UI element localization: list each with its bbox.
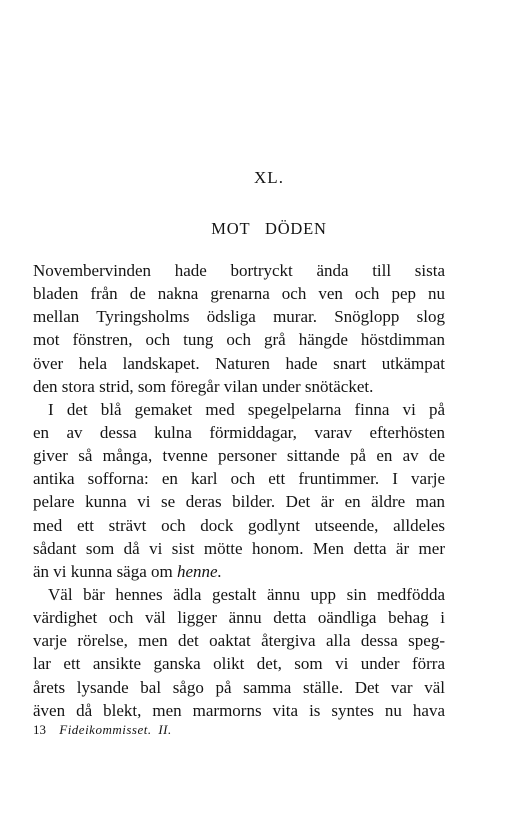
text-line: sådant som då vi sist mötte honom. Men detta är mer bbox=[33, 538, 445, 558]
text-line: antika sofforna: en karl och ett fruntimmer. I varje bbox=[33, 469, 445, 489]
page-footer bbox=[33, 722, 172, 738]
text-line: Novembervinden hade bortryckt ända till sista bbox=[33, 261, 445, 280]
text-line: även då blekt, men marmorns vita is syntes nu hava bbox=[33, 700, 445, 720]
signature-number: 13 bbox=[33, 722, 46, 737]
text-line: I det blå gemaket med spegelpelarna finna vi på bbox=[48, 399, 445, 419]
chapter-number: XL. bbox=[254, 168, 284, 187]
text-line: över hela landskapet. Naturen hade snart utkämpat bbox=[33, 353, 445, 373]
text-segment: än vi kunna säga om bbox=[33, 561, 177, 581]
text-line: den stora strid, som föregår vilan under snötäcket. bbox=[33, 376, 374, 396]
text-line: mot fönstren, och tung och grå hängde höstdimman bbox=[33, 330, 445, 350]
chapter-title: MOT DÖDEN bbox=[211, 219, 327, 238]
signature-title: Fideikommisset. II. bbox=[59, 722, 172, 737]
text-line: varje rörelse, men det oaktat återgiva alla dessa speg- bbox=[33, 631, 445, 651]
text-line: en av dessa kulna förmiddagar, varav efterhösten bbox=[33, 422, 445, 442]
body-text bbox=[33, 259, 445, 722]
text-line bbox=[33, 560, 445, 583]
text-line: pelare kunna vi se deras bilder. Det är en äldre man bbox=[33, 492, 445, 512]
text-line: med ett strävt och dock godlynt utseende, alldeles bbox=[33, 515, 445, 535]
text-line: mellan Tyringsholms ödsliga murar. Snöglopp slog bbox=[33, 307, 445, 327]
text-line: bladen från de nakna grenarna och ven och pep nu bbox=[33, 284, 445, 304]
emphasized-word: henne. bbox=[177, 561, 222, 581]
text-line: giver så många, tvenne personer sittande på en av de bbox=[33, 446, 445, 466]
text-line: värdighet och väl ligger ännu detta oändliga behag i bbox=[33, 608, 445, 628]
text-line: årets lysande bal sågo på samma ställe. Det var väl bbox=[33, 677, 445, 697]
text-line: lar ett ansikte ganska olikt det, som vi under förra bbox=[33, 654, 445, 674]
text-line: Väl bär hennes ädla gestalt ännu upp sin medfödda bbox=[48, 584, 445, 604]
